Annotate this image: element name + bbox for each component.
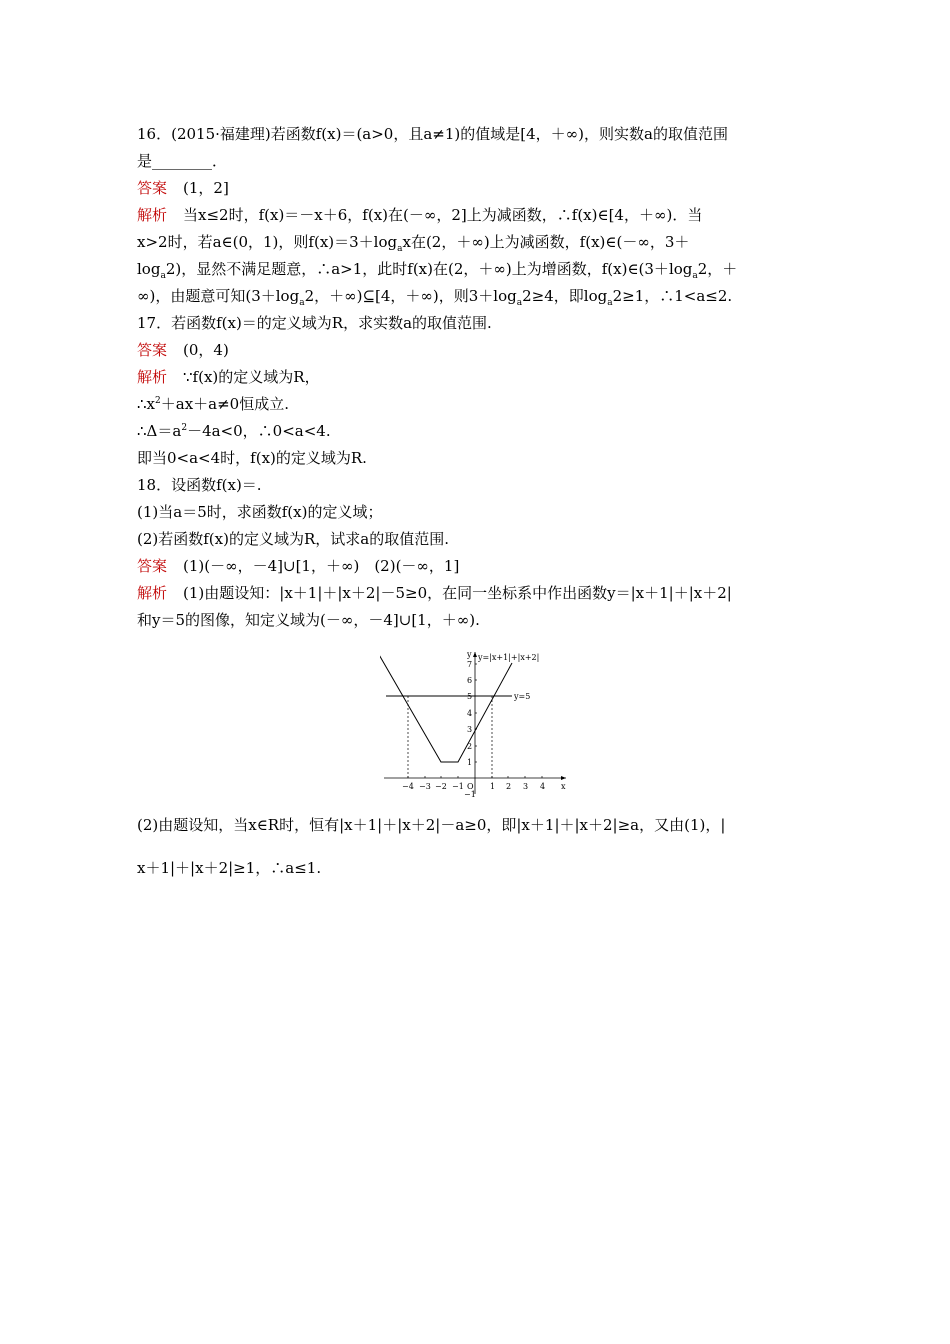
- subscript: a: [299, 298, 305, 308]
- problem-17: [137, 313, 817, 333]
- answer-text: (1，2]: [183, 179, 229, 197]
- y-tick-label: 2: [467, 742, 473, 751]
- answer-label: 答案: [137, 557, 168, 575]
- x-axis-arrow: [561, 776, 566, 780]
- answer-17: [137, 340, 817, 360]
- answer-text: (1)(－∞，－4]∪[1，＋∞) (2)(－∞，1]: [183, 557, 460, 575]
- y-tick-label: 7: [467, 660, 473, 669]
- x-tick-label: −1: [452, 782, 464, 791]
- analysis-17-line-4: [137, 448, 817, 468]
- y-tick-label: −1: [464, 790, 476, 798]
- subscript: a: [397, 244, 403, 254]
- y-tick-label: 6: [467, 676, 473, 685]
- answer-16: [137, 178, 817, 198]
- analysis-16-line-4: [137, 286, 817, 306]
- problem-18-part-2: [137, 529, 817, 549]
- text: 2，＋∞)⊆[4，＋∞)，则3＋log: [304, 287, 517, 305]
- superscript: 2: [181, 423, 188, 433]
- answer-18: [137, 556, 817, 576]
- text: ∴Δ＝a: [137, 422, 182, 440]
- line-label: y=5: [514, 692, 531, 701]
- superscript: 2: [155, 396, 161, 406]
- text: x＋1|＋|x＋2|≥1，∴a≤1.: [137, 859, 322, 877]
- subscript: a: [607, 298, 613, 308]
- y-tick-label: 5: [467, 692, 473, 701]
- text: (2)若函数f(x)的定义域为R，试求a的取值范围.: [137, 530, 449, 548]
- text: log: [137, 260, 161, 278]
- text: 2)，显然不满足题意，∴a>1，此时f(x)在(2，＋∞)上为增函数，f(x)∈(3＋log: [165, 260, 693, 278]
- x-tick-label: 2: [506, 782, 512, 791]
- origin-label: O: [467, 782, 474, 791]
- x-axis-label: x: [561, 782, 566, 791]
- subscript: a: [516, 298, 523, 308]
- problem-16-line-2: [137, 151, 817, 171]
- analysis-17-line-2: [137, 394, 817, 414]
- curve-label: y=|x+1|+|x+2|: [478, 653, 540, 662]
- text: 是________．: [137, 152, 228, 170]
- answer-text: (0，4): [183, 341, 229, 359]
- text: 2，＋: [697, 260, 738, 278]
- x-tick-label: −3: [419, 782, 431, 791]
- text: 17．若函数f(x)＝的定义域为R，求实数a的取值范围.: [137, 314, 492, 332]
- text: ∵f(x)的定义域为R，: [183, 368, 320, 386]
- y-axis-label: y: [467, 650, 472, 659]
- text: 和y＝5的图像，知定义域为(－∞，－4]∪[1，＋∞).: [137, 611, 480, 629]
- text: ∴x: [137, 395, 156, 413]
- text: 16．(2015·福建理)若函数f(x)＝(a>0，且a≠1)的值域是[4，＋∞)，则实数a的取值范围: [137, 125, 728, 143]
- answer-label: 答案: [137, 341, 168, 359]
- x-tick-label: 1: [490, 782, 496, 791]
- text: x>2时，若a∈(0，1)，则f(x)＝3＋log: [137, 233, 398, 251]
- analysis-18-line-1: [137, 583, 817, 603]
- x-tick-label: 4: [540, 782, 546, 791]
- analysis-17-line-1: [137, 367, 817, 387]
- text: (1)当a＝5时，求函数f(x)的定义域；: [137, 503, 383, 521]
- analysis-label: 解析: [137, 368, 168, 386]
- x-tick-label: −2: [435, 782, 447, 791]
- analysis-16-line-2: [137, 232, 817, 252]
- text: ∞)，由题意可知(3＋log: [137, 287, 300, 305]
- analysis-label: 解析: [137, 206, 168, 224]
- analysis-16-line-3: [137, 259, 817, 279]
- y-tick-label: 3: [467, 725, 473, 734]
- answer-label: 答案: [137, 179, 168, 197]
- text: －4a<0，∴0<a<4.: [187, 422, 331, 440]
- text: 18．设函数f(x)＝.: [137, 476, 262, 494]
- analysis-18-line-2: [137, 610, 817, 630]
- subscript: a: [692, 271, 698, 281]
- text: 当x≤2时，f(x)＝－x＋6，f(x)在(－∞，2]上为减函数，∴f(x)∈[4，＋∞)．当: [183, 206, 703, 224]
- text: 2≥1，∴1<a≤2.: [612, 287, 733, 305]
- text: 即当0<a<4时，f(x)的定义域为R.: [137, 449, 367, 467]
- analysis-18-line-4: [137, 858, 817, 878]
- analysis-18-line-3: [137, 815, 817, 835]
- x-tick-label: 3: [523, 782, 529, 791]
- text: 2≥4，即log: [522, 287, 608, 305]
- text: (2)由题设知，当x∈R时，恒有|x＋1|＋|x＋2|－a≥0，即|x＋1|＋|x＋2|≥a，又由(1)，|: [137, 816, 726, 834]
- y-tick-label: 4: [467, 709, 473, 718]
- problem-18-part-1: [137, 502, 817, 522]
- x-tick-label: −4: [402, 782, 414, 791]
- text: x在(2，＋∞)上为减函数，f(x)∈(－∞，3＋: [402, 233, 690, 251]
- subscript: a: [160, 271, 166, 281]
- analysis-17-line-3: [137, 421, 817, 441]
- y-tick-label: 1: [467, 758, 473, 767]
- y-axis-arrow: [473, 652, 477, 657]
- text: ＋ax＋a≠0恒成立.: [160, 395, 289, 413]
- analysis-label: 解析: [137, 584, 168, 602]
- problem-16-line-1: [137, 124, 817, 144]
- analysis-16-line-1: [137, 205, 817, 225]
- problem-18: [137, 475, 817, 495]
- text: (1)由题设知：|x＋1|＋|x＋2|－5≥0，在同一坐标系中作出函数y＝|x＋1|＋|x＋2|: [183, 584, 732, 602]
- function-graph: [380, 648, 570, 798]
